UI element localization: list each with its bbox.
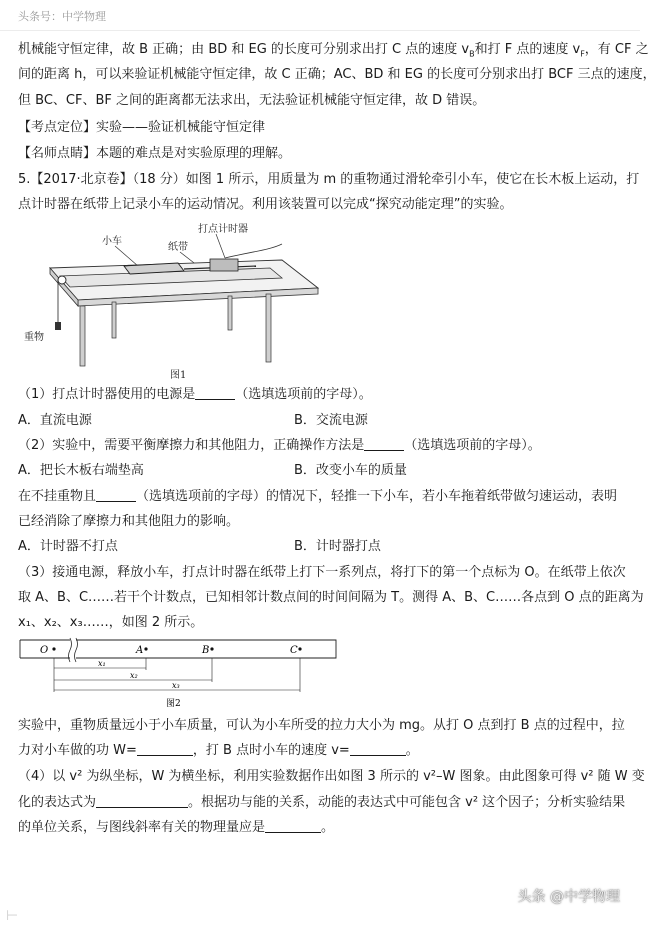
label-c: C (290, 645, 298, 656)
question-part-4: （4）以 v² 为纵坐标，W 为横坐标，利用实验数据作出如图 3 所示的 v²–W 图象。由此图象可得 v² 随 W 变 (18, 769, 645, 784)
timer-device (210, 259, 238, 271)
teacher-comment: 【名师点睛】本题的难点是对实验原理的理解。 (18, 146, 292, 161)
label-b: B (202, 645, 210, 656)
header-divider (0, 30, 640, 31)
point-o (52, 647, 55, 650)
question-part-3: （3）接通电源，释放小车，打点计时器在纸带上打下一系列点，将打下的第一个点标为 O。在纸带上依次 (18, 565, 626, 580)
label-x1: x₁ (98, 659, 106, 668)
point-b (210, 647, 213, 650)
text-line: 取 A、B、C……若干个计数点，已知相邻计数点间的时间间隔为 T。测得 A、B、C……各点到 O 点的距离为 (18, 590, 644, 605)
options-row (18, 537, 628, 557)
options-row (18, 461, 628, 481)
point-a (144, 647, 147, 650)
corner-mark: ⊢ (6, 908, 19, 924)
figure-2-tape (18, 636, 338, 710)
question-part-2: （2）实验中，需要平衡摩擦力和其他阻力，正确操作方法是 （选填选项前的字母）。 (18, 438, 541, 453)
answer-blank-quantity[interactable] (265, 818, 321, 833)
option-a: A．计时器不打点 (18, 539, 118, 554)
option-a: A．把长木板右端垫高 (18, 463, 144, 478)
figure-1-caption: 图1 (170, 370, 187, 381)
question-intro: 5.【2017·北京卷】（18 分）如图 1 所示，用质量为 m 的重物通过滑轮牵引小车，使它在长木板上运动，打 (18, 172, 640, 187)
answer-blank-work[interactable] (137, 741, 193, 756)
question-intro: 点计时器在纸带上记录小车的运动情况。利用该装置可以完成“探究动能定理”的实验。 (18, 197, 513, 212)
text-line: 间的距离 h，可以来验证机械能守恒定律，故 C 正确；AC、BD 和 EG 的长度可分别求出打 BCF 三点的速度， (18, 67, 656, 82)
text-line: x₁、x₂、x₃……，如图 2 所示。 (18, 615, 204, 630)
question-part-4-cont: 化的表达式为 。根据功与能的关系，动能的表达式中可能包含 v² 这个因子；分析实验结果 (18, 795, 626, 810)
question-part-4-cont: 的单位关系，与图线斜率有关的物理量应是 。 (18, 820, 335, 835)
text-line: 实验中，重物质量远小于小车质量，可认为小车所受的拉力大小为 mg。从打 O 点到打 B 点的过程中，拉 (18, 718, 625, 733)
text-line: 但 BC、CF、BF 之间的距离都无法求出，无法验证机械能守恒定律，故 D 错误。 (18, 93, 486, 108)
option-b: B．改变小车的质量 (294, 463, 407, 478)
weight-block (55, 322, 61, 330)
answer-blank[interactable] (96, 487, 136, 502)
label-timer: 打点计时器 (198, 224, 248, 235)
answer-blank-velocity[interactable] (350, 741, 406, 756)
question-part-1: （1）打点计时器使用的电源是 （选填选项前的字母）。 (18, 387, 372, 402)
label-tape: 纸带 (168, 242, 188, 253)
option-b: B．计时器打点 (294, 539, 381, 554)
label-o: O (40, 645, 49, 656)
pulley (58, 276, 66, 284)
watermark: 头条 @中学物理 (517, 889, 620, 905)
label-x2: x₂ (130, 671, 138, 680)
option-b: B．交流电源 (294, 413, 368, 428)
exam-point: 【考点定位】实验——验证机械能守恒定律 (18, 120, 266, 135)
option-a: A．直流电源 (18, 413, 92, 428)
answer-blank-expression[interactable] (96, 793, 188, 808)
answer-blank[interactable] (195, 385, 235, 400)
label-x3: x₃ (172, 681, 180, 690)
point-c (298, 647, 301, 650)
answer-blank[interactable] (364, 436, 404, 451)
label-car: 小车 (102, 236, 122, 247)
question-part-3-answer: 力对小车做的功 W= ，打 B 点时小车的速度 v= 。 (18, 743, 419, 758)
figure-1-apparatus (20, 222, 320, 382)
source-header: 头条号：中学物理 (18, 10, 106, 23)
label-a: A (136, 645, 144, 656)
label-weight: 重物 (24, 332, 44, 343)
figure-2-caption: 图2 (166, 699, 181, 709)
text-line: 机械能守恒定律，故 B 正确；由 BD 和 EG 的长度可分别求出打 C 点的速度 $v_B$和打 F 点的速度 $v_F$，有 CF 之 (18, 42, 649, 59)
question-part-2-cont: 在不挂重物且 （选填选项前的字母）的情况下，轻推一下小车，若小车拖着纸带做匀速运动，表明 (18, 489, 618, 504)
options-row (18, 411, 628, 431)
text-line: 已经消除了摩擦力和其他阻力的影响。 (18, 514, 240, 529)
